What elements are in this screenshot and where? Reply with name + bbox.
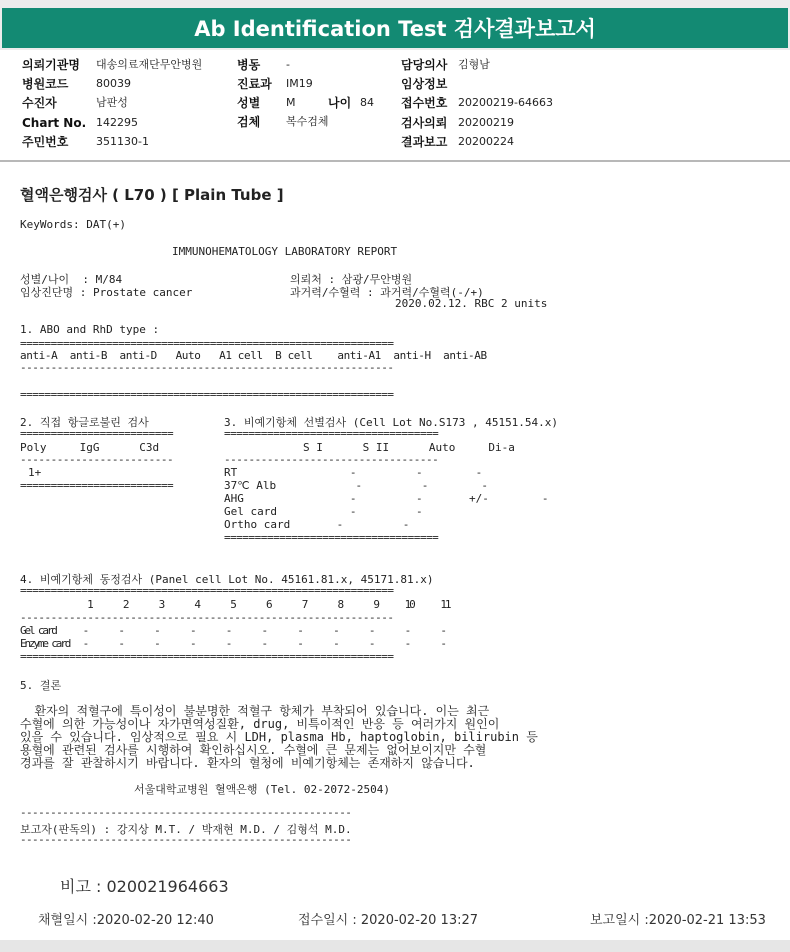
panel-eq-bottom: ============================================================= xyxy=(20,650,394,663)
label-doctor: 담당의사 xyxy=(401,58,448,72)
ias-row-ortho: Ortho card - - xyxy=(224,518,410,531)
ias-eq-bottom: =================================== xyxy=(224,531,439,544)
keywords-line: KeyWords: DAT(+) xyxy=(20,218,126,231)
ias-row-ahg: AHG - - +/- - xyxy=(224,492,549,505)
reporter-line: 보고자(판독의) : 강지상 M.T. / 박재현 M.D. / 김형석 M.D. xyxy=(20,823,352,836)
value-sex: M xyxy=(286,96,296,109)
value-institution: 대송의료재단무안병원 xyxy=(96,58,203,71)
label-accession-no: 접수번호 xyxy=(401,96,448,110)
label-department: 진료과 xyxy=(237,77,272,91)
ias-dash: ----------------------------------- xyxy=(224,453,439,466)
panel-title: 4. 비예기항체 동정검사 (Panel cell Lot No. 45161.81.x, 45171.81.x) xyxy=(20,573,434,586)
label-specimen: 검체 xyxy=(237,115,261,129)
dat-eq: ========================= xyxy=(20,427,174,440)
report-title: Ab Identification Test 검사결과보고서 xyxy=(194,17,596,41)
value-accession-no: 20200219-64663 xyxy=(458,96,553,109)
conclusion-line-1: 환자의 적혈구에 특이성이 불분명한 적혈구 항체가 부착되어 있습니다. 이는 최근 xyxy=(20,704,490,718)
report-title-bar xyxy=(2,8,788,48)
reported-datetime: 보고일시 :2020-02-21 13:53 xyxy=(590,913,766,928)
bottom-band xyxy=(0,940,790,952)
value-specimen: 복수검체 xyxy=(286,115,329,128)
lab-report-title: IMMUNOHEMATOLOGY LABORATORY REPORT xyxy=(172,245,398,258)
label-clinical-info: 임상정보 xyxy=(401,77,448,91)
ias-row-37alb: 37℃ Alb - - - xyxy=(224,479,489,492)
section-title: 혈액은행검사 ( L70 ) [ Plain Tube ] xyxy=(20,186,284,204)
dat-result: 1+ xyxy=(28,466,42,479)
conclusion-line-4: 용혈에 관련된 검사를 시행하여 확인하십시오. 수혈에 큰 문제는 없어보이지만 수혈 xyxy=(20,743,487,757)
value-report-date: 20200224 xyxy=(458,135,514,148)
label-ward: 병동 xyxy=(237,58,261,72)
remark-line: 비고 : 020021964663 xyxy=(60,877,229,896)
label-resident-no: 주민번호 xyxy=(22,135,69,149)
conclusion-line-2: 수혈에 의한 가능성이나 자가면역성질환, drug, 비특이적인 반응 등 여러가지 원인이 xyxy=(20,717,500,731)
requester-line: 의뢰처 : 삼광/무안병원 xyxy=(290,273,413,286)
value-patient: 남판성 xyxy=(96,96,128,109)
panel-dash: ------------------------------------------------------------- xyxy=(20,611,394,624)
ias-header: S I S II Auto Di-a xyxy=(303,441,515,454)
panel-header: 1 2 3 4 5 6 7 8 9 10 11 xyxy=(20,598,450,611)
label-chart-no: Chart No. xyxy=(22,116,87,130)
value-ward: - xyxy=(286,58,290,71)
abo-eq-bottom: ============================================================= xyxy=(20,388,394,401)
diagnosis-line: 임상진단명 : Prostate cancer xyxy=(20,286,193,299)
abo-title: 1. ABO and RhD type : xyxy=(20,323,160,336)
panel-row-enzyme: Enzyme card - - - - - - - - - - - xyxy=(20,637,445,650)
dat-eq-bottom: ========================= xyxy=(20,479,174,492)
label-hospital-code: 병원코드 xyxy=(22,77,69,91)
value-department: IM19 xyxy=(286,77,313,90)
label-age: 나이 xyxy=(328,96,352,110)
hospital-line: 서울대학교병원 혈액은행 (Tel. 02-2072-2504) xyxy=(134,783,390,796)
value-request-date: 20200219 xyxy=(458,116,514,129)
panel-row-gel: Gel card - - - - - - - - - - - xyxy=(20,624,445,637)
conclusion-line-5: 경과를 잘 관찰하시기 바랍니다. 환자의 혈청에 비예기항체는 존재하지 않습니다. xyxy=(20,756,475,770)
label-sex: 성별 xyxy=(237,96,261,110)
value-chart-no: 142295 xyxy=(96,116,138,129)
dat-title: 2. 직접 항글로불린 검사 xyxy=(20,416,149,429)
collected-datetime: 채혈일시 :2020-02-20 12:40 xyxy=(38,913,214,928)
ias-row-rt: RT - - - xyxy=(224,466,483,479)
abo-header: anti-A anti-B anti-D Auto A1 cell B cell anti-A1 anti-H anti-AB xyxy=(20,349,487,362)
value-doctor: 김형남 xyxy=(458,58,490,71)
value-age: 84 xyxy=(360,96,374,109)
history-line: 과거력/수혈력 : 과거력/수혈력(-/+) xyxy=(290,286,484,299)
header-divider xyxy=(0,160,790,162)
ias-eq: =================================== xyxy=(224,427,439,440)
label-report-date: 결과보고 xyxy=(401,135,448,149)
history-detail-line: 2020.02.12. RBC 2 units xyxy=(395,297,548,310)
panel-eq-top: ============================================================= xyxy=(20,584,394,597)
conclusion-title: 5. 결론 xyxy=(20,679,62,692)
label-patient: 수진자 xyxy=(22,96,57,110)
label-request-date: 검사의뢰 xyxy=(401,116,448,130)
dat-header: Poly IgG C3d xyxy=(20,441,160,454)
value-hospital-code: 80039 xyxy=(96,77,131,90)
value-resident-no: 351130-1 xyxy=(96,135,149,148)
sign-dash-top: ------------------------------------------------------- xyxy=(20,806,352,819)
abo-dash: ------------------------------------------------------------- xyxy=(20,361,394,374)
received-datetime: 접수일시 : 2020-02-20 13:27 xyxy=(298,913,479,928)
abo-eq-top: ============================================================= xyxy=(20,337,394,350)
ias-row-gel: Gel card - - xyxy=(224,505,423,518)
sex-age-line: 성별/나이 : M/84 xyxy=(20,273,123,286)
conclusion-line-3: 있을 수 있습니다. 임상적으로 필요 시 LDH, plasma Hb, haptoglobin, bilirubin 등 xyxy=(20,730,538,744)
sign-dash-bottom: ------------------------------------------------------- xyxy=(20,833,352,846)
ias-title: 3. 비예기항체 선별검사 (Cell Lot No.S173 , 45151.54.x) xyxy=(224,416,559,429)
label-institution: 의뢰기관명 xyxy=(22,58,80,72)
dat-dash: ------------------------- xyxy=(20,453,174,466)
